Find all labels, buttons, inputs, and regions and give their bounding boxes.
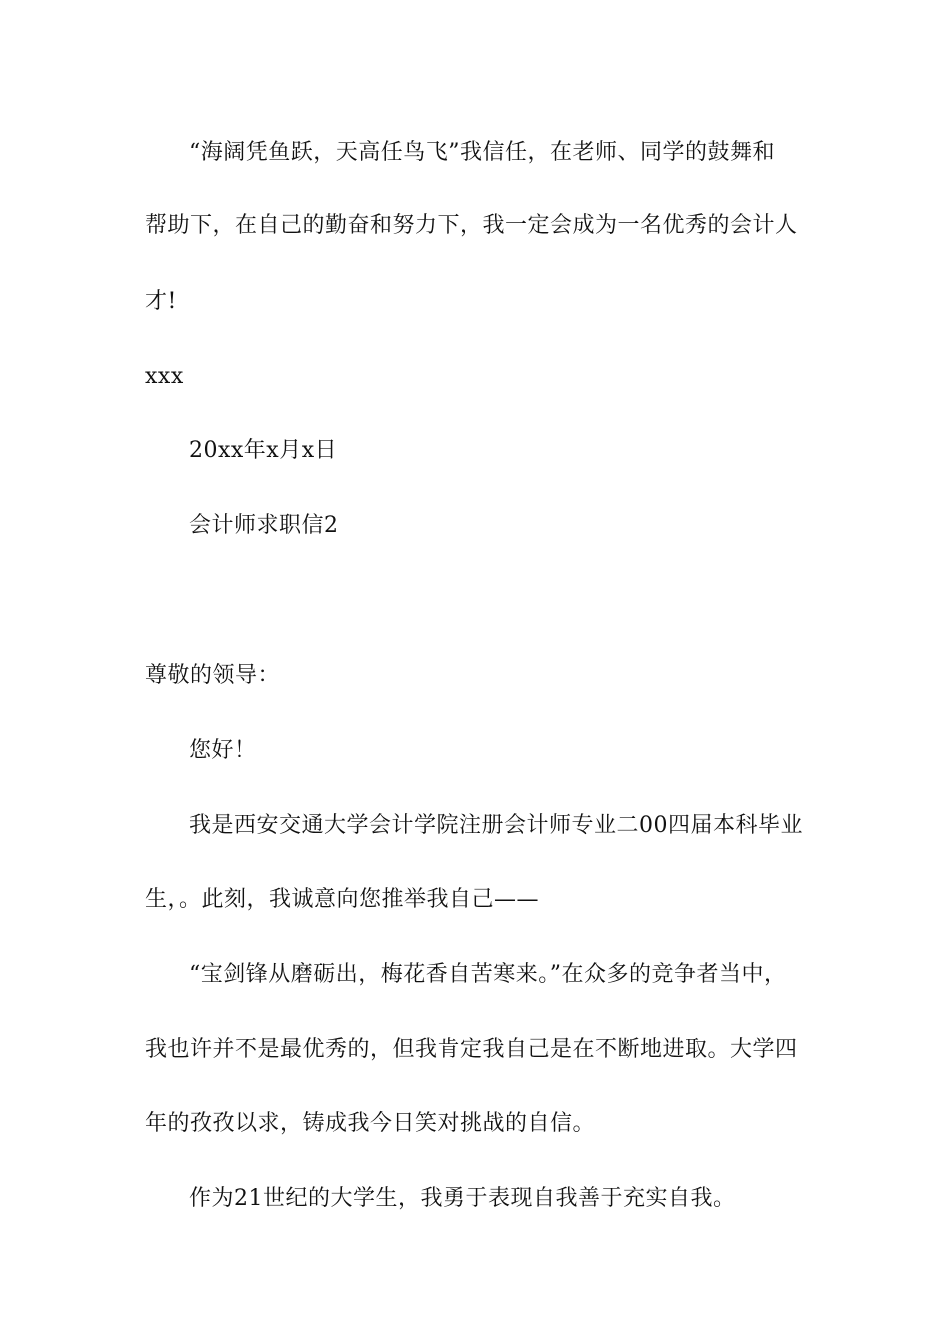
paragraph-line: 我是西安交通大学会计学院注册会计师专业二00四届本科毕业 (189, 813, 803, 838)
paragraph-line: “海阔凭鱼跃，天高任鸟飞”我信任，在老师、同学的鼓舞和 (189, 140, 775, 165)
section-heading: 会计师求职信2 (189, 513, 339, 538)
paragraph-line: 我也许并不是最优秀的，但我肯定我自己是在不断地进取。大学四 (145, 1037, 798, 1062)
paragraph-line: 年的孜孜以求，铸成我今日笑对挑战的自信。 (145, 1111, 596, 1136)
paragraph-line: 帮助下，在自己的勤奋和努力下，我一定会成为一名优秀的会计人 (145, 213, 798, 238)
paragraph-line: 生，。此刻，我诚意向您推举我自己—— (145, 887, 540, 912)
signature-name: xxx (145, 364, 184, 389)
salutation: 尊敬的领导： (145, 663, 281, 688)
paragraph-line: “宝剑锋从磨砺出，梅花香自苦寒来。”在众多的竞争者当中， (189, 962, 787, 987)
paragraph-line: 作为21世纪的大学生，我勇于表现自我善于充实自我。 (189, 1186, 736, 1211)
paragraph-line: 才! (145, 289, 177, 314)
greeting: 您好！ (189, 738, 257, 763)
signature-date: 20xx年x月x日 (189, 438, 338, 463)
